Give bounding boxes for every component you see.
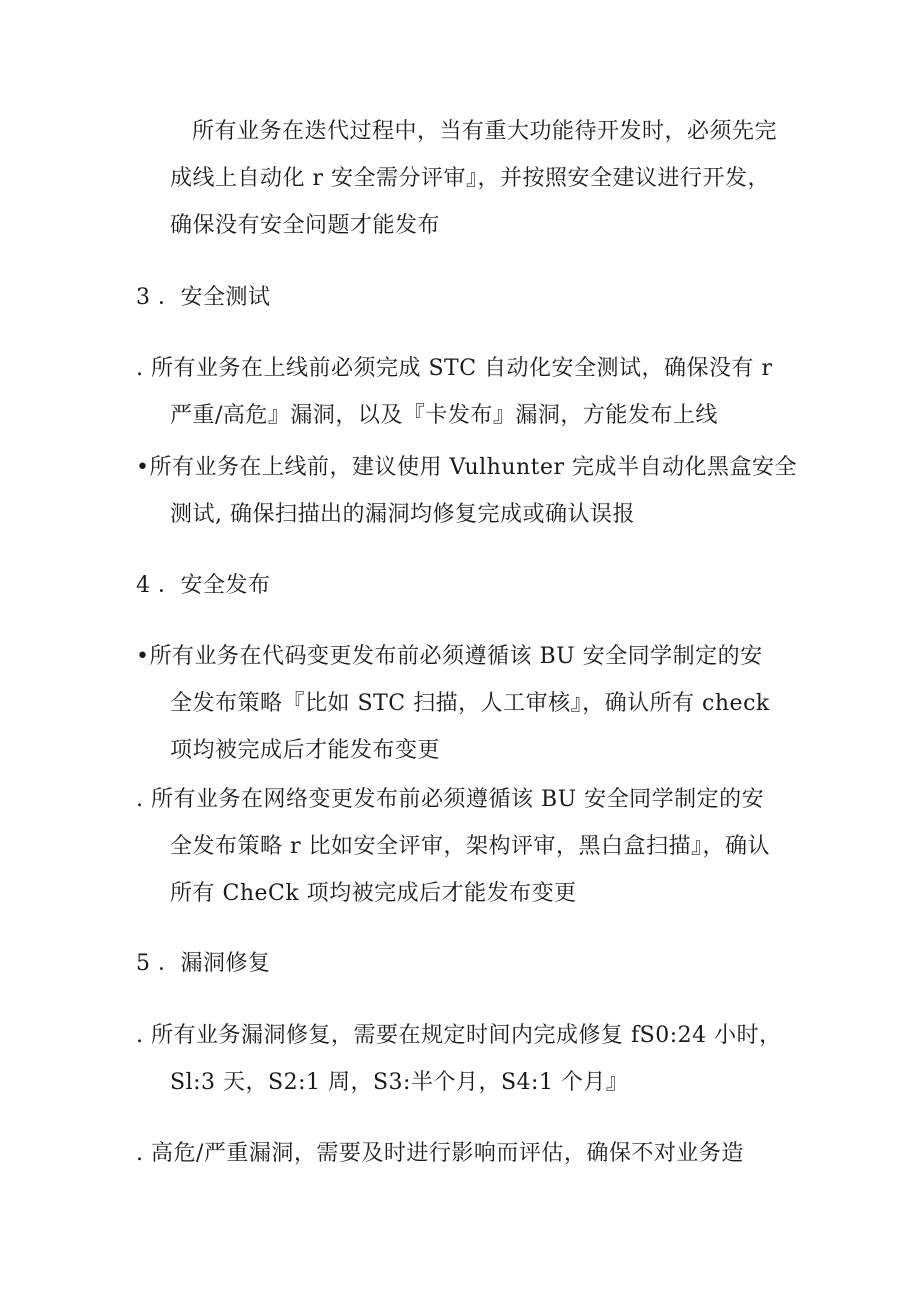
- list-item-line: 严重/高危』漏洞，以及『卡发布』漏洞，方能发布上线: [170, 403, 718, 428]
- list-item-line: Sl:3 天，S2:1 周，S3:半个月，S4:1 个月』: [170, 1070, 629, 1095]
- list-item-line: 测试, 确保扫描出的漏洞均修复完成或确认误报: [170, 502, 635, 527]
- list-item-line: 全发布策略『比如 STC 扫描，人工审核』，确认所有 check: [170, 691, 770, 716]
- list-item-line: •所有业务在代码变更发布前必须遵循该 BU 安全同学制定的安: [136, 644, 763, 669]
- intro-line-1: 所有业务在迭代过程中，当有重大功能待开发时，必须先完: [192, 119, 778, 144]
- list-item-line: 全发布策略 r 比如安全评审，架构评审，黑白盒扫描』，确认: [170, 834, 771, 859]
- list-item-line: 项均被完成后才能发布变更: [170, 738, 441, 763]
- intro-line-2: 成线上自动化 r 安全需分评审』，并按照安全建议进行开发，: [170, 166, 771, 191]
- section-heading-vulnerability-fix: 5 ．漏洞修复: [136, 951, 271, 976]
- intro-line-3: 确保没有安全问题才能发布: [170, 213, 441, 238]
- list-item-line: •所有业务在上线前，建议使用 Vulhunter 完成半自动化黑盒安全: [136, 455, 798, 480]
- list-item-line: 所有 CheCk 项均被完成后才能发布变更: [170, 881, 577, 906]
- list-item-line: . 所有业务在网络变更发布前必须遵循该 BU 安全同学制定的安: [136, 787, 765, 812]
- list-item-line: . 所有业务漏洞修复，需要在规定时间内完成修复 fS0:24 小时，: [136, 1023, 782, 1048]
- list-item-line: . 高危/严重漏洞，需要及时进行影响而评估，确保不对业务造: [136, 1141, 744, 1166]
- section-heading-security-testing: 3 ．安全测试: [136, 285, 271, 310]
- section-heading-security-release: 4 ．安全发布: [136, 573, 271, 598]
- list-item-line: . 所有业务在上线前必须完成 STC 自动化安全测试，确保没有 r: [136, 356, 773, 381]
